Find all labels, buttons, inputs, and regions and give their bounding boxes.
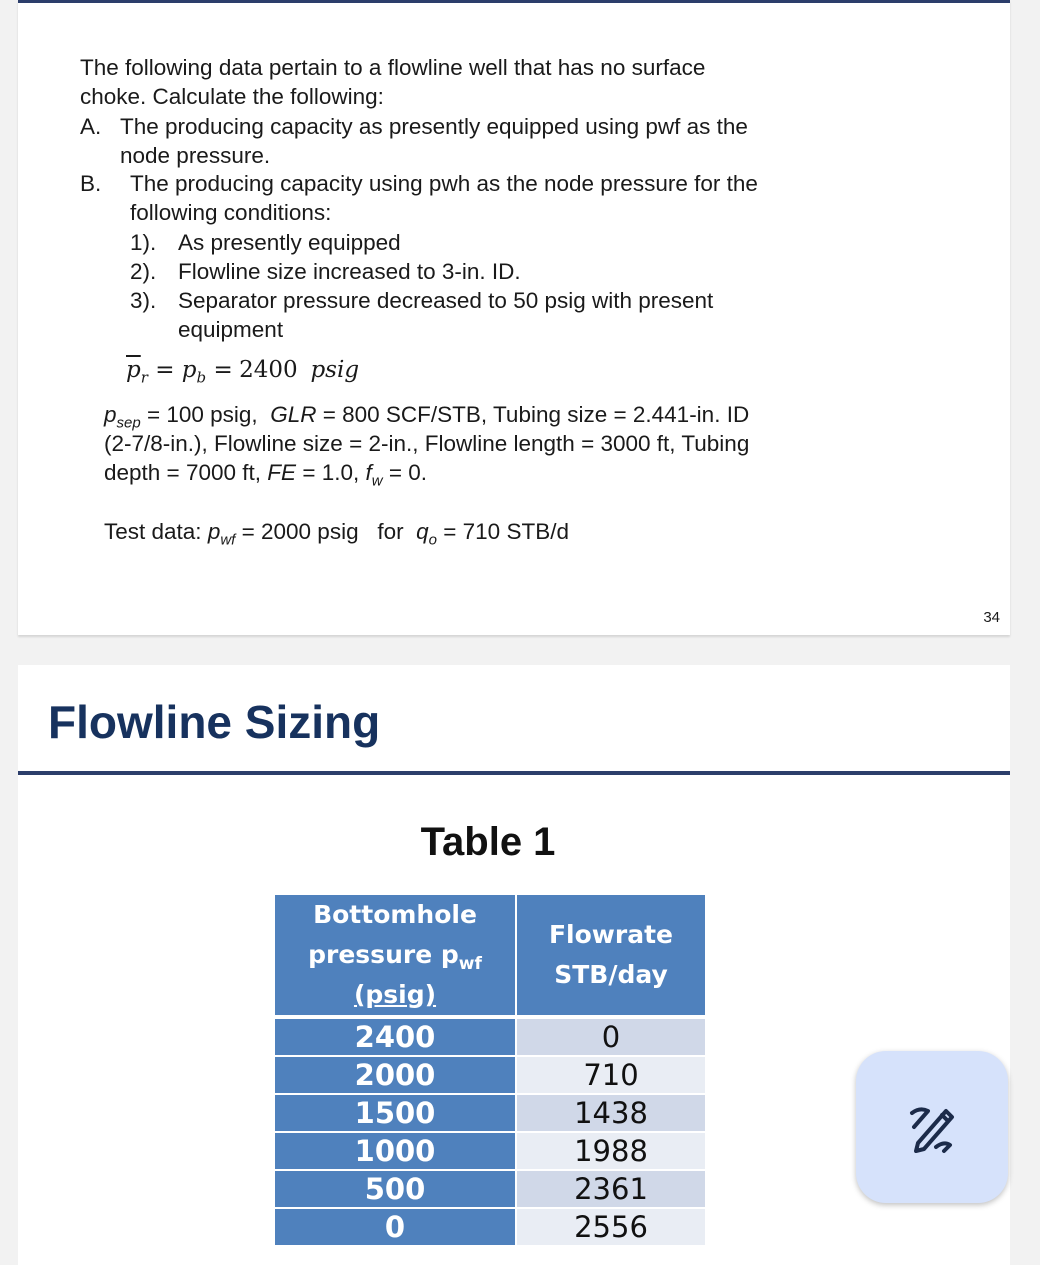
given-data: $p_{sep} = 100$ psig, GLR = 800 SCF/STB, Tubing size = 2.441-in. ID (2-7/8-in.), Flowline size = 2-in., Flowline length = 3000 ft, Tubing depth = 7000 ft, FE = 1.0, $f_w = 0$. [104,402,750,490]
flowrate-cell: 2556 [516,1208,706,1246]
part-a-label: A. [80,114,102,139]
condition-3-label: 3). [130,288,157,313]
table-title: Table 1 [420,820,556,864]
part-b-text: The producing capacity using pwh as the node pressure for the following conditions: [130,171,758,225]
pressure-cell: 500 [274,1170,516,1208]
table-row [274,1017,706,1056]
condition-2-label: 2). [130,259,157,284]
title-divider [18,771,1010,775]
table-row [274,1056,706,1094]
slide-problem [18,0,1010,635]
pressure-cell: 2000 [274,1056,516,1094]
page-number: 34 [983,609,1000,626]
header-flowrate: Flowrate STB/day [516,894,706,1017]
part-b-label: B. [80,171,102,196]
pressure-cell: 0 [274,1208,516,1246]
test-data: Test data: $p_{wf} = 2000$ psig for $q_o = 710$ STB/d [104,519,569,549]
intro-text: The following data pertain to a flowline well that has no surface choke. Calculate the following: [80,55,706,109]
pressure-cell: 1500 [274,1094,516,1132]
condition-2-text: Flowline size increased to 3-in. ID. [178,259,521,284]
flowrate-cell: 2361 [516,1170,706,1208]
table-row [274,1094,706,1132]
flowrate-cell: 710 [516,1056,706,1094]
table-header-row [274,894,706,1017]
annotate-button[interactable] [856,1051,1008,1203]
condition-1-text: As presently equipped [178,230,401,255]
table-row [274,1132,706,1170]
flowrate-cell: 1988 [516,1132,706,1170]
pressure-cell: 2400 [274,1017,516,1056]
flowrate-cell: 1438 [516,1094,706,1132]
table-row [274,1208,706,1246]
table-row [274,1170,706,1208]
pressure-cell: 1000 [274,1132,516,1170]
header-bottomhole-pressure: Bottomhole pressure $p_{wf}$ (psig) [274,894,516,1017]
condition-3-text: Separator pressure decreased to 50 psig with present equipment [178,288,714,342]
edit-pencil-icon [856,1051,1008,1203]
part-a-text: The producing capacity as presently equipped using pwf as the node pressure. [120,114,748,168]
condition-1-label: 1). [130,230,157,255]
pressure-equation: $\overline{p}_r = p_b = 2400$ psig [126,357,360,387]
ipr-table [273,893,707,1247]
section-title: Flowline Sizing [48,696,381,748]
flowrate-cell: 0 [516,1017,706,1056]
